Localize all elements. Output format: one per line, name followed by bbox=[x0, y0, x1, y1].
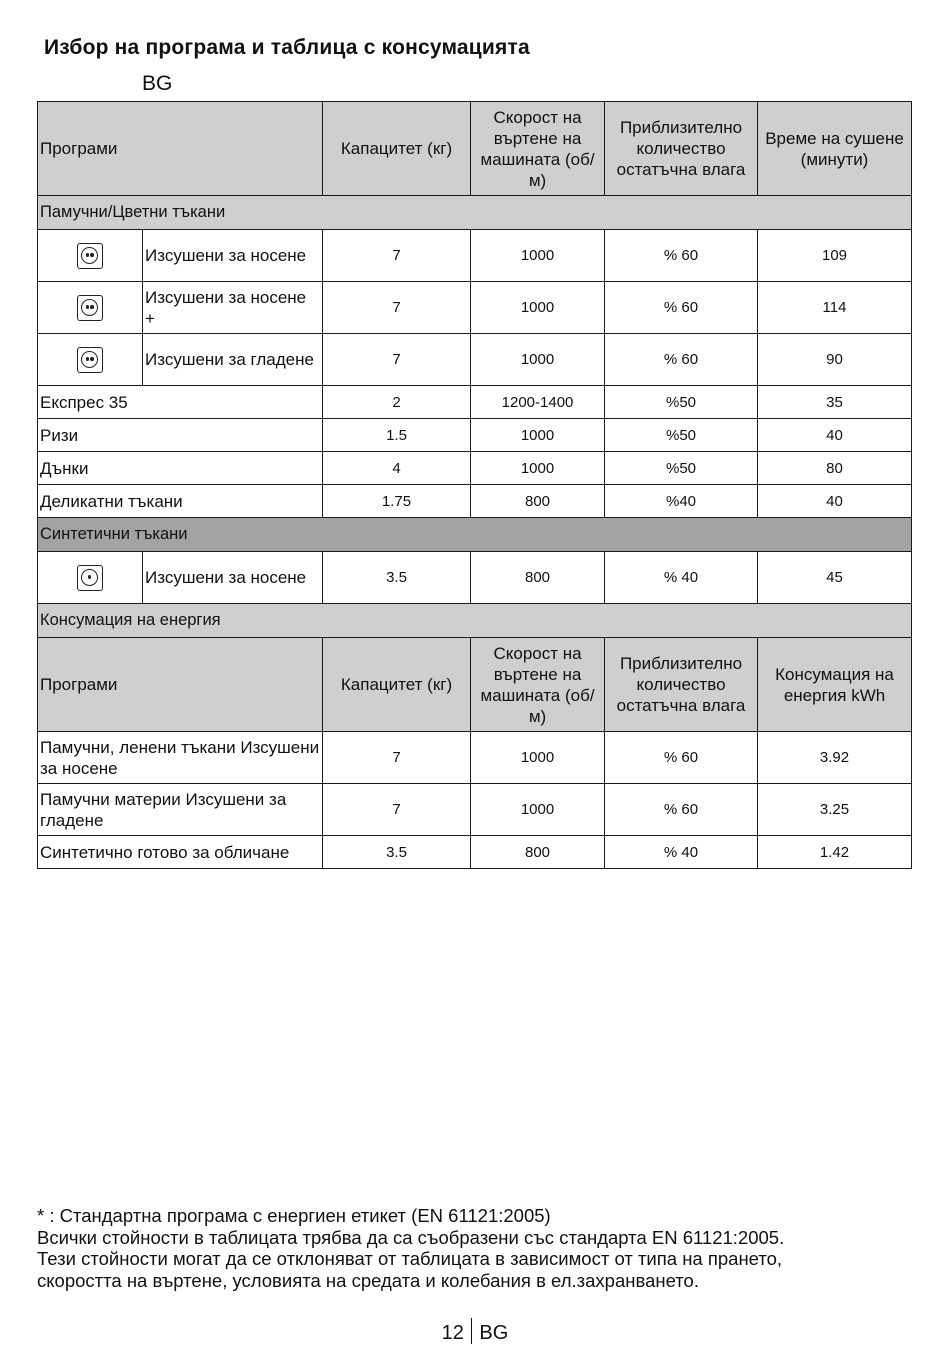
header-energy-consumption: Консумация на енергия kWh bbox=[758, 638, 912, 732]
table-row bbox=[38, 386, 912, 419]
time-value: 45 bbox=[758, 552, 912, 604]
section-row-energy bbox=[38, 604, 912, 638]
program-consumption-table bbox=[37, 101, 912, 869]
program-name: Памучни, ленени тъкани Изсушени за носене bbox=[38, 732, 323, 784]
energy-value: 3.25 bbox=[758, 784, 912, 836]
speed-value: 1000 bbox=[471, 334, 605, 386]
footnote bbox=[37, 1205, 917, 1291]
program-name: Синтетично готово за обличане bbox=[38, 836, 323, 869]
header-drying-time: Време на сушене (минути) bbox=[758, 102, 912, 196]
moisture-value: % 60 bbox=[605, 334, 758, 386]
moisture-value: % 40 bbox=[605, 836, 758, 869]
moisture-value: %50 bbox=[605, 452, 758, 485]
section-row-cotton bbox=[38, 196, 912, 230]
program-name: Памучни материи Изсушени за гладене bbox=[38, 784, 323, 836]
capacity-value: 7 bbox=[323, 732, 471, 784]
program-name: Изсушени за носене + bbox=[143, 282, 323, 334]
moisture-value: % 60 bbox=[605, 230, 758, 282]
speed-value: 1000 bbox=[471, 784, 605, 836]
time-value: 40 bbox=[758, 485, 912, 518]
energy-value: 1.42 bbox=[758, 836, 912, 869]
speed-value: 800 bbox=[471, 485, 605, 518]
moisture-value: %50 bbox=[605, 386, 758, 419]
page-footer bbox=[0, 1318, 950, 1345]
program-name: Изсушени за носене bbox=[143, 552, 323, 604]
page-title: Избор на програма и таблица с консумацията bbox=[44, 36, 530, 59]
speed-value: 1000 bbox=[471, 230, 605, 282]
energy-value: 3.92 bbox=[758, 732, 912, 784]
moisture-value: %50 bbox=[605, 419, 758, 452]
table-row bbox=[38, 334, 912, 386]
moisture-value: % 60 bbox=[605, 784, 758, 836]
table-row bbox=[38, 452, 912, 485]
time-value: 35 bbox=[758, 386, 912, 419]
capacity-value: 3.5 bbox=[323, 836, 471, 869]
table-row bbox=[38, 485, 912, 518]
speed-value: 1000 bbox=[471, 732, 605, 784]
table-row bbox=[38, 784, 912, 836]
program-name: Експрес 35 bbox=[38, 386, 323, 419]
footer-divider bbox=[471, 1318, 473, 1344]
table-row bbox=[38, 732, 912, 784]
tumble-dry-two-dots-icon bbox=[77, 295, 103, 321]
time-value: 40 bbox=[758, 419, 912, 452]
time-value: 109 bbox=[758, 230, 912, 282]
moisture-value: % 60 bbox=[605, 732, 758, 784]
speed-value: 1000 bbox=[471, 282, 605, 334]
table-row bbox=[38, 552, 912, 604]
page-number: 12 bbox=[441, 1322, 464, 1344]
time-value: 90 bbox=[758, 334, 912, 386]
header-capacity: Капацитет (кг) bbox=[323, 638, 471, 732]
capacity-value: 1.5 bbox=[323, 419, 471, 452]
table-row bbox=[38, 836, 912, 869]
table-row bbox=[38, 419, 912, 452]
capacity-value: 1.75 bbox=[323, 485, 471, 518]
capacity-value: 4 bbox=[323, 452, 471, 485]
time-value: 80 bbox=[758, 452, 912, 485]
footnote-line: * : Стандартна програма с енергиен етикет (EN 61121:2005) bbox=[37, 1205, 551, 1226]
table-header-row bbox=[38, 102, 912, 196]
speed-value: 1000 bbox=[471, 452, 605, 485]
capacity-value: 2 bbox=[323, 386, 471, 419]
moisture-value: %40 bbox=[605, 485, 758, 518]
program-name: Изсушени за носене bbox=[143, 230, 323, 282]
capacity-value: 7 bbox=[323, 282, 471, 334]
section-row-synthetic bbox=[38, 518, 912, 552]
table-row bbox=[38, 282, 912, 334]
footnote-line: скоростта на въртене, условията на средата и колебания в ел.захранването. bbox=[37, 1269, 699, 1291]
speed-value: 1000 bbox=[471, 419, 605, 452]
header-residual-moisture: Приблизително количество остатъчна влага bbox=[605, 102, 758, 196]
footnote-line: Всички стойности в таблицата трябва да са съобразени със стандарта EN 61121:2005. bbox=[37, 1226, 785, 1248]
footnote-line: Тези стойности могат да се отклоняват от таблицата в зависимост от типа на прането, bbox=[37, 1248, 783, 1269]
header-spin-speed: Скорост на въртене на машината (об/м) bbox=[471, 638, 605, 732]
tumble-dry-two-dots-icon bbox=[77, 243, 103, 269]
program-name: Ризи bbox=[38, 419, 323, 452]
program-name: Деликатни тъкани bbox=[38, 485, 323, 518]
tumble-dry-two-dots-icon bbox=[77, 347, 103, 373]
capacity-value: 7 bbox=[323, 230, 471, 282]
header-residual-moisture: Приблизително количество остатъчна влага bbox=[605, 638, 758, 732]
header-programs: Програми bbox=[38, 102, 323, 196]
section-synthetic-label: Синтетични тъкани bbox=[38, 518, 912, 552]
speed-value: 1200-1400 bbox=[471, 386, 605, 419]
capacity-value: 7 bbox=[323, 784, 471, 836]
section-energy-label: Консумация на енергия bbox=[38, 604, 912, 638]
speed-value: 800 bbox=[471, 836, 605, 869]
speed-value: 800 bbox=[471, 552, 605, 604]
program-name: Дънки bbox=[38, 452, 323, 485]
capacity-value: 3.5 bbox=[323, 552, 471, 604]
moisture-value: % 40 bbox=[605, 552, 758, 604]
table-row bbox=[38, 230, 912, 282]
header-capacity: Капацитет (кг) bbox=[323, 102, 471, 196]
time-value: 114 bbox=[758, 282, 912, 334]
table-header-row bbox=[38, 638, 912, 732]
program-name: Изсушени за гладене bbox=[143, 334, 323, 386]
language-label: BG bbox=[142, 72, 173, 95]
tumble-dry-one-dot-icon bbox=[77, 565, 103, 591]
header-programs: Програми bbox=[38, 638, 323, 732]
footer-language: BG bbox=[479, 1322, 509, 1344]
capacity-value: 7 bbox=[323, 334, 471, 386]
section-cotton-label: Памучни/Цветни тъкани bbox=[38, 196, 912, 230]
header-spin-speed: Скорост на въртене на машината (об/м) bbox=[471, 102, 605, 196]
moisture-value: % 60 bbox=[605, 282, 758, 334]
